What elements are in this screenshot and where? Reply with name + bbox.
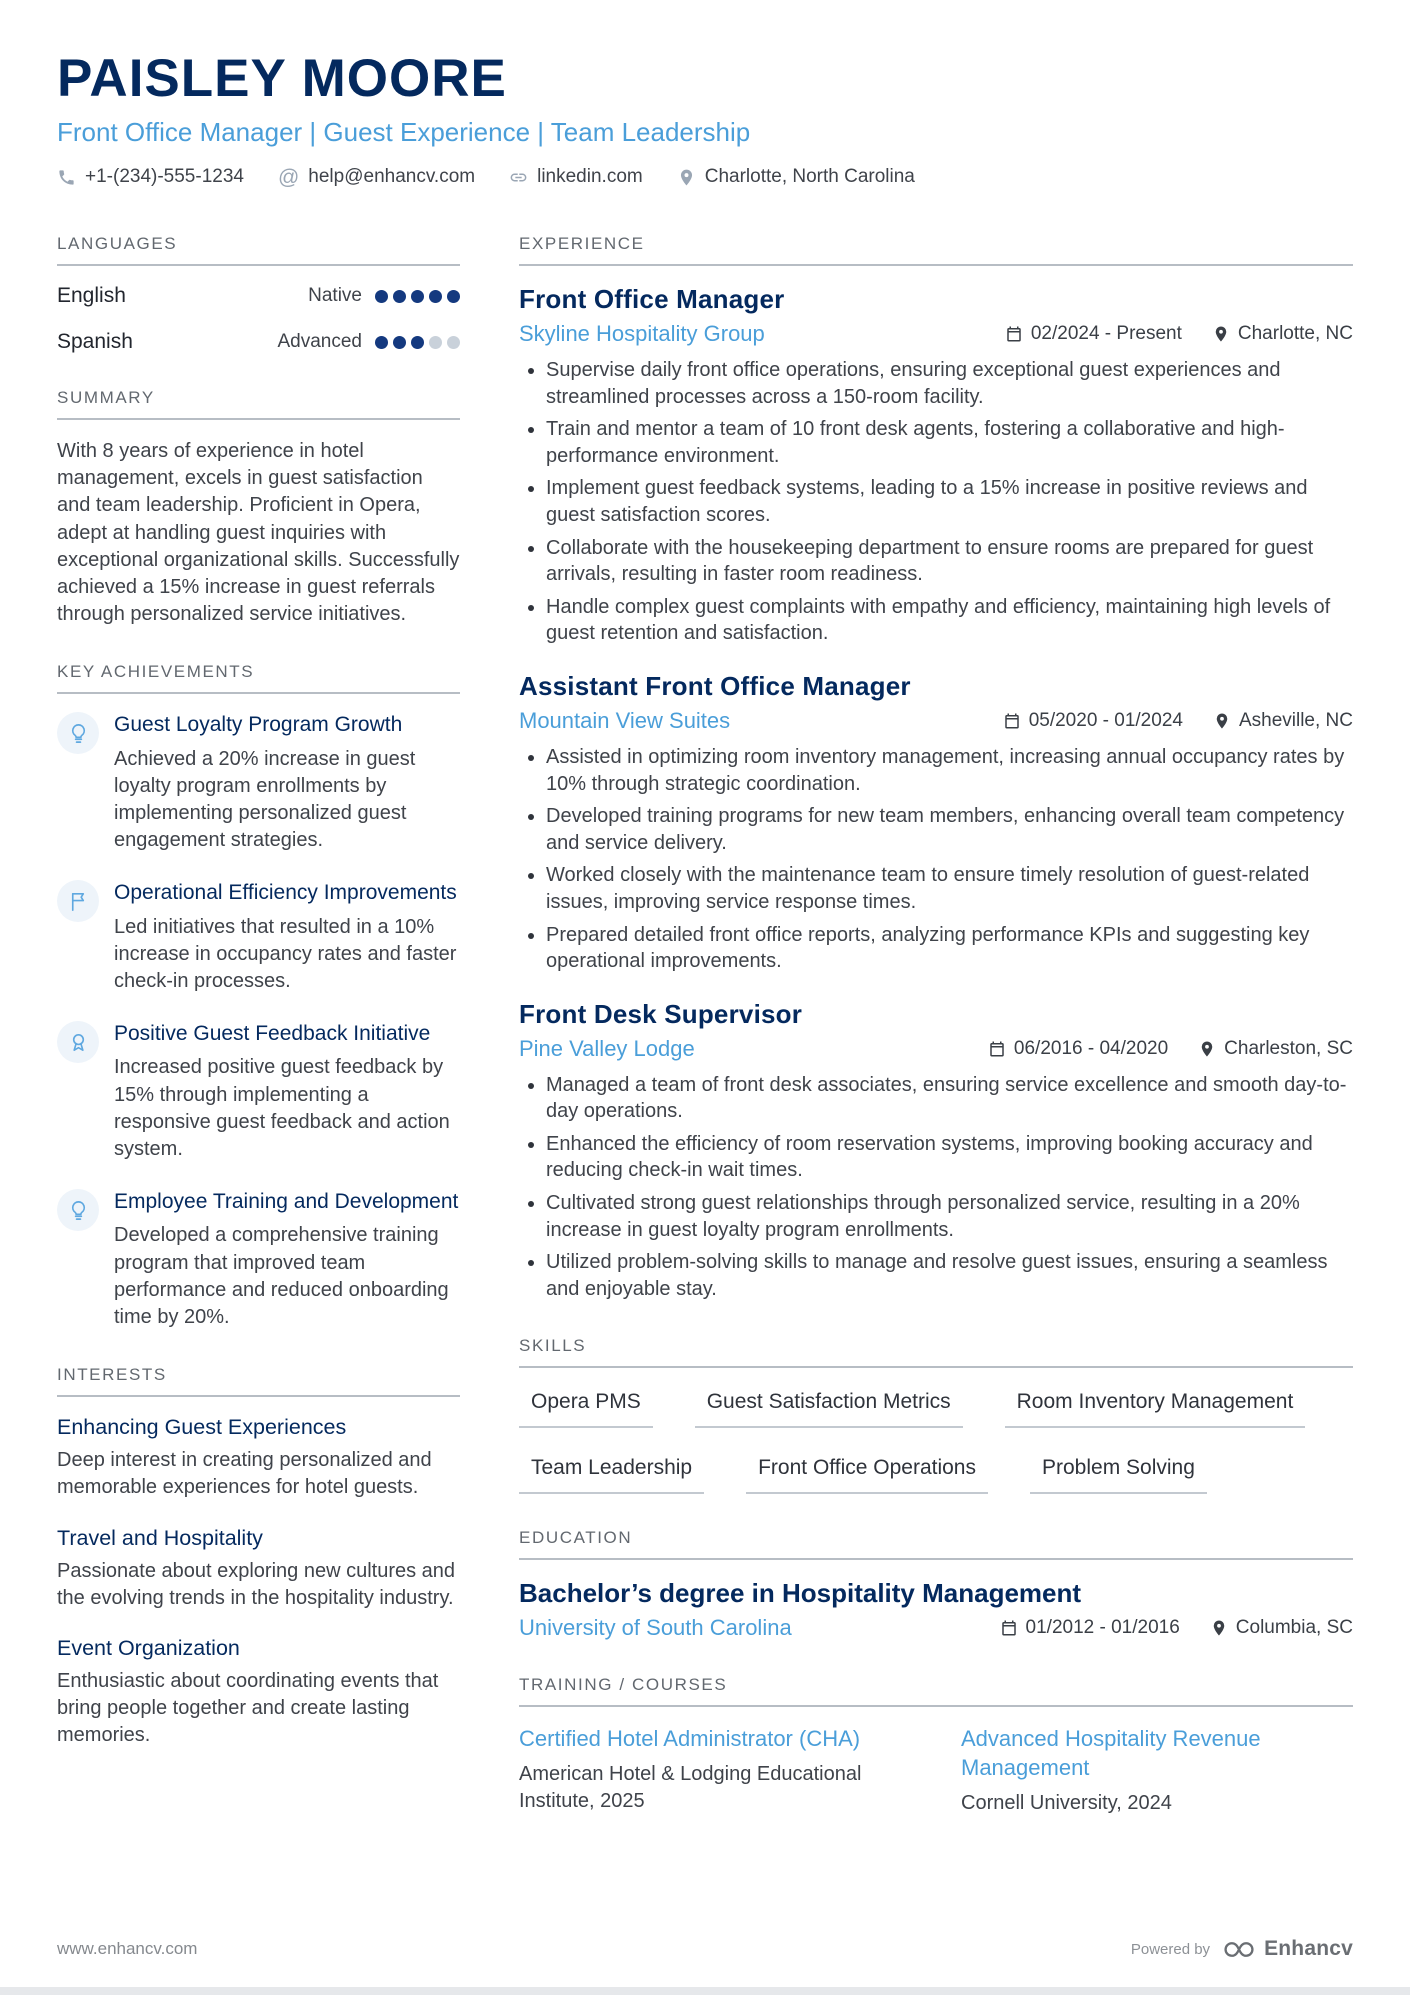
education-meta (519, 1615, 1353, 1641)
achievement-title: Operational Efficiency Improvements (114, 881, 457, 905)
education-dates (1000, 1617, 1180, 1639)
language-row (57, 330, 460, 354)
job-location (1212, 323, 1353, 345)
link-icon (509, 168, 528, 187)
contact-row (57, 166, 1353, 188)
location-icon (1213, 712, 1231, 730)
calendar-icon (1005, 325, 1023, 343)
achievement-body (114, 1189, 460, 1331)
job-meta (519, 1036, 1353, 1062)
job-location (1198, 1038, 1353, 1060)
calendar-icon (988, 1040, 1006, 1058)
interest-text: Passionate about exploring new cultures and the evolving trends in the hospitality industry. (57, 1559, 456, 1609)
skills-list (519, 1386, 1353, 1494)
footer (57, 1937, 1353, 1961)
bullet-item: • Utilized problem-solving skills to manage and resolve guest issues, ensuring a seamless and enjoyable stay. (546, 1249, 1353, 1302)
course-item (519, 1725, 911, 1816)
language-name: English (57, 284, 126, 307)
right-column (519, 234, 1353, 1851)
email-icon: @ (277, 165, 300, 189)
courses-list (519, 1725, 1353, 1816)
calendar-icon (1003, 712, 1021, 730)
headline: Front Office Manager | Guest Experience | Team Leadership (57, 117, 751, 147)
bullet-item: • Supervise daily front office operations, ensuring exceptional guest experiences and streamlined processes across a 150-room facility. (546, 357, 1353, 410)
two-column-layout (57, 234, 1353, 1851)
location-text: Charlotte, North Carolina (704, 166, 915, 187)
achievement-title: Employee Training and Development (114, 1190, 459, 1214)
interest-text: Deep interest in creating personalized and memorable experiences for hotel guests. (57, 1449, 432, 1499)
section-heading-experience: EXPERIENCE (519, 234, 1353, 266)
course-item (961, 1725, 1353, 1816)
section-experience (519, 234, 1353, 1302)
lightbulb-icon (57, 712, 99, 754)
company-name: Pine Valley Lodge (519, 1035, 695, 1061)
experience-entry (519, 671, 1353, 975)
enhancv-url[interactable]: www.enhancv.com (57, 1939, 198, 1958)
achievement-title: Positive Guest Feedback Initiative (114, 1022, 431, 1046)
education-location-text: Columbia, SC (1235, 1617, 1353, 1639)
contact-website[interactable] (509, 166, 643, 188)
experience-entry (519, 999, 1353, 1303)
language-level: Advanced (277, 331, 362, 352)
medal-icon (57, 1021, 99, 1063)
interest-item (57, 1526, 460, 1612)
education-location (1210, 1617, 1353, 1639)
bullet-item: • Handle complex guest complaints with empathy and efficiency, maintaining high levels of guest retention and satisfaction. (546, 594, 1353, 647)
job-title: Front Office Manager (519, 284, 785, 314)
job-dates (1003, 710, 1183, 732)
job-bullets (519, 357, 1353, 647)
education-entry (519, 1578, 1353, 1641)
email-link[interactable]: help@enhancv.com (308, 166, 476, 187)
language-level: Native (308, 285, 362, 306)
section-heading-languages: LANGUAGES (57, 234, 460, 266)
brand-name: Enhancv (1264, 1937, 1353, 1960)
powered-by (1131, 1937, 1353, 1961)
bullet-item: • Collaborate with the housekeeping department to ensure rooms are prepared for guest arrivals, resulting in faster room readiness. (546, 535, 1353, 588)
skill-item: Guest Satisfaction Metrics (695, 1390, 963, 1428)
person-name: PAISLEY MOORE (57, 49, 507, 108)
interest-item (57, 1636, 460, 1750)
experience-entry (519, 284, 1353, 647)
contact-email[interactable] (278, 166, 475, 188)
achievement-body (114, 712, 460, 854)
company-name: Skyline Hospitality Group (519, 321, 765, 346)
page-bottom-edge (0, 1987, 1410, 1995)
interest-title: Travel and Hospitality (57, 1525, 263, 1550)
bullet-item: • Developed training programs for new team members, enhancing overall team competency and service delivery. (546, 803, 1353, 856)
job-dates-text: 02/2024 - Present (1030, 323, 1182, 344)
section-interests (57, 1365, 460, 1749)
contact-location (677, 166, 915, 188)
section-languages (57, 234, 460, 354)
interest-title: Event Organization (57, 1635, 240, 1660)
flag-icon (57, 880, 99, 922)
section-heading-key-achievements: KEY ACHIEVEMENTS (57, 662, 460, 694)
section-training-courses (519, 1675, 1353, 1816)
section-summary (57, 388, 460, 628)
proficiency-dots (375, 290, 460, 303)
section-heading-interests: INTERESTS (57, 1365, 460, 1397)
job-title: Front Desk Supervisor (519, 998, 803, 1029)
calendar-icon (1000, 1619, 1018, 1637)
achievement-text: Developed a comprehensive training program that improved team performance and reduced onboarding time by 20%. (114, 1224, 449, 1328)
location-icon (677, 168, 696, 187)
achievement-body (114, 880, 460, 995)
interest-item (57, 1415, 460, 1501)
job-dates-text: 06/2016 - 04/2020 (1013, 1037, 1169, 1059)
section-heading-education: EDUCATION (519, 1528, 1353, 1560)
degree-title: Bachelor’s degree in Hospitality Management (519, 1578, 1082, 1609)
section-heading-training: TRAINING / COURSES (519, 1675, 1353, 1707)
contact-phone (57, 166, 244, 188)
skill-item: Team Leadership (519, 1456, 704, 1494)
section-skills (519, 1336, 1353, 1494)
achievement-item (57, 712, 460, 854)
school-name: University of South Carolina (519, 1615, 792, 1641)
phone-number: +1-(234)-555-1234 (85, 166, 244, 187)
proficiency-dots (375, 336, 460, 349)
section-heading-skills: SKILLS (519, 1336, 1353, 1368)
job-meta (519, 321, 1353, 347)
bullet-item: • Assisted in optimizing room inventory management, increasing annual occupancy rates by 10% through strategic coordination. (546, 744, 1353, 797)
bullet-item: • Managed a team of front desk associates, ensuring service excellence and smooth day-to-day operations. (546, 1072, 1353, 1125)
job-location-text: Charlotte, NC (1237, 323, 1353, 344)
job-bullets (519, 1072, 1353, 1303)
skill-item: Front Office Operations (746, 1456, 988, 1494)
bullet-item: • Cultivated strong guest relationships through personalized service, resulting in a 20% increase in guest loyalty program enrollments. (546, 1190, 1353, 1243)
skill-item: Problem Solving (1030, 1456, 1207, 1494)
language-name: Spanish (57, 330, 133, 353)
achievement-text: Increased positive guest feedback by 15% through implementing a responsive guest feedback and action system. (114, 1056, 450, 1160)
phone-icon (57, 168, 76, 187)
job-location (1213, 710, 1353, 732)
job-meta (519, 708, 1353, 734)
achievement-item (57, 1021, 460, 1163)
bullet-item: • Implement guest feedback systems, leading to a 15% increase in positive reviews and guest satisfaction scores. (546, 475, 1353, 528)
skill-item: Room Inventory Management (1005, 1390, 1306, 1428)
achievement-text: Achieved a 20% increase in guest loyalty program enrollments by implementing personalized guest engagement strategies. (114, 747, 416, 852)
job-bullets (519, 744, 1353, 975)
bullet-item: • Enhanced the efficiency of room reservation systems, improving booking accuracy and reducing check-in wait times. (546, 1131, 1353, 1184)
achievement-item (57, 880, 460, 995)
skill-item: Opera PMS (519, 1390, 653, 1428)
enhancv-logo[interactable] (1222, 1937, 1353, 1961)
achievement-item (57, 1189, 460, 1331)
header (57, 48, 1353, 188)
course-subtitle: Cornell University, 2024 (961, 1791, 1172, 1814)
left-column (57, 234, 460, 1783)
interest-text: Enthusiastic about coordinating events that bring people together and create lasting memories. (57, 1669, 439, 1747)
location-icon (1210, 1619, 1228, 1637)
bullet-item: • Worked closely with the maintenance team to ensure timely resolution of guest-related issues, improving service response times. (546, 862, 1353, 915)
infinity-icon (1222, 1940, 1256, 1959)
achievement-text: Led initiatives that resulted in a 10% increase in occupancy rates and faster check-in processes. (114, 915, 457, 992)
course-subtitle: American Hotel & Lodging Educational Institute, 2025 (519, 1763, 862, 1813)
summary-text: With 8 years of experience in hotel management, excels in guest satisfaction and team leadership. Proficient in Opera, adept at handling guest inquiries with exceptional organizational skills. Successfully achieved a 15% increase in guest referrals through personalized service initiatives. (57, 440, 460, 626)
bullet-item: • Train and mentor a team of 10 front desk agents, fostering a collaborative and high-performance environment. (546, 416, 1353, 469)
job-dates (988, 1038, 1168, 1060)
section-education (519, 1528, 1353, 1641)
job-location-text: Asheville, NC (1238, 709, 1353, 731)
course-title: Advanced Hospitality Revenue Management (961, 1726, 1261, 1781)
education-dates-text: 01/2012 - 01/2016 (1025, 1617, 1180, 1639)
company-name: Mountain View Suites (519, 707, 731, 733)
location-icon (1198, 1040, 1216, 1058)
interest-title: Enhancing Guest Experiences (57, 1415, 347, 1440)
website-link[interactable]: linkedin.com (537, 166, 643, 187)
section-heading-summary: SUMMARY (57, 388, 460, 420)
powered-by-label: Powered by (1130, 1940, 1211, 1958)
job-location-text: Charleston, SC (1224, 1037, 1353, 1059)
lightbulb-icon (57, 1189, 99, 1231)
job-title: Assistant Front Office Manager (519, 670, 911, 701)
achievement-body (114, 1021, 460, 1163)
job-dates-text: 05/2020 - 01/2024 (1028, 709, 1183, 731)
location-icon (1212, 325, 1230, 343)
language-row (57, 284, 460, 308)
bullet-item: • Prepared detailed front office reports, analyzing performance KPIs and suggesting key operational improvements. (546, 922, 1353, 975)
section-key-achievements (57, 662, 460, 1331)
achievement-title: Guest Loyalty Program Growth (114, 713, 403, 737)
course-title: Certified Hotel Administrator (CHA) (519, 1726, 861, 1752)
job-dates (1005, 323, 1182, 345)
